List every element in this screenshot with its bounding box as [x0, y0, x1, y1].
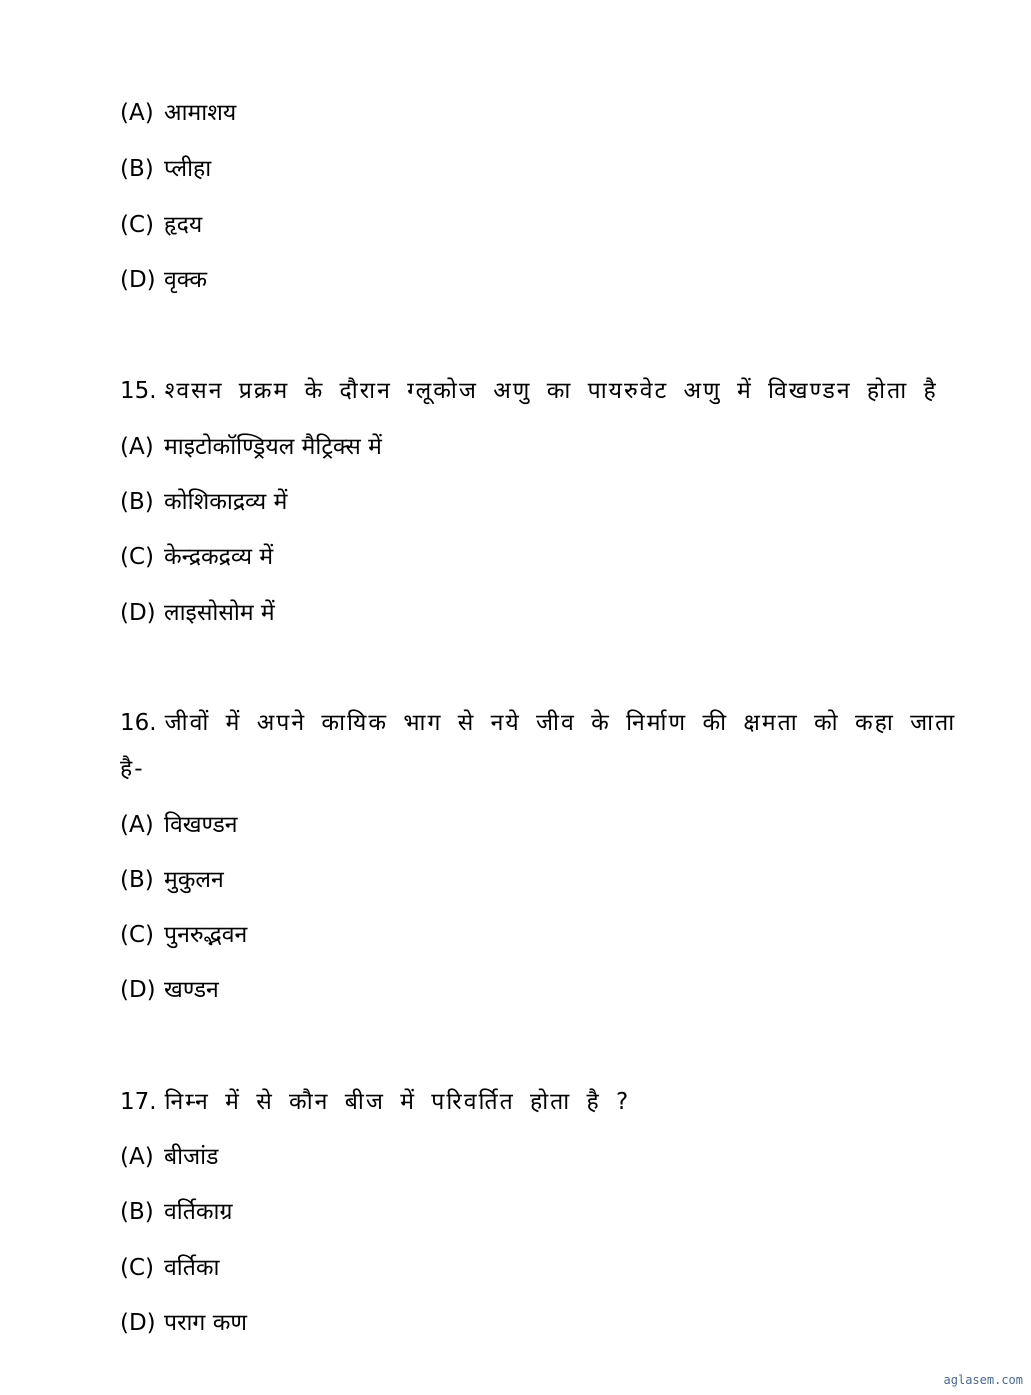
option-c — [120, 1253, 219, 1283]
option-text: मुकुलन — [164, 867, 224, 893]
watermark: aglasem.com — [943, 1373, 1023, 1387]
option-label: (C) — [120, 922, 155, 948]
question-text: है- — [120, 756, 145, 782]
option-text: कोशिकाद्रव्य में — [164, 489, 288, 515]
option-label: (B) — [120, 867, 154, 893]
option-label: (A) — [120, 434, 154, 460]
question-16-continuation — [120, 754, 145, 784]
option-d — [120, 598, 275, 628]
option-label: (B) — [120, 156, 154, 182]
option-label: (B) — [120, 489, 154, 515]
option-text: आमाशय — [164, 100, 237, 126]
option-d — [120, 975, 219, 1005]
option-label: (A) — [120, 812, 154, 838]
option-d — [120, 1308, 247, 1338]
option-label: (D) — [120, 1310, 156, 1336]
option-label: (B) — [120, 1199, 154, 1225]
option-label: (C) — [120, 544, 155, 570]
question-number: 16. — [120, 710, 157, 736]
option-text: लाइसोसोम में — [164, 600, 275, 626]
question-15 — [120, 376, 938, 406]
option-text: वृक्क — [164, 267, 207, 293]
question-text: श्वसन प्रक्रम के दौरान ग्लूकोज अणु का पायरुवेट अणु में विखण्डन होता है — [164, 378, 938, 404]
option-label: (D) — [120, 267, 156, 293]
option-a — [120, 98, 236, 128]
option-d — [120, 265, 207, 295]
option-b — [120, 487, 287, 517]
option-label: (C) — [120, 212, 155, 238]
option-text: वर्तिका — [164, 1255, 220, 1281]
option-label: (A) — [120, 100, 154, 126]
option-text: केन्द्रकद्रव्य में — [164, 544, 274, 570]
option-text: पराग कण — [164, 1310, 247, 1336]
option-c — [120, 920, 247, 950]
option-b — [120, 154, 211, 184]
option-b — [120, 1197, 232, 1227]
option-label: (C) — [120, 1255, 155, 1281]
option-text: वर्तिकाग्र — [164, 1199, 233, 1225]
option-text: प्लीहा — [164, 156, 212, 182]
option-c — [120, 210, 202, 240]
option-text: पुनरुद्भवन — [164, 922, 248, 948]
option-text: विखण्डन — [164, 812, 238, 838]
question-number: 15. — [120, 378, 157, 404]
option-text: हृदय — [164, 212, 203, 238]
option-a — [120, 1142, 218, 1172]
option-a — [120, 810, 238, 840]
question-text: निम्न में से कौन बीज में परिवर्तित होता है ? — [164, 1089, 631, 1115]
option-a — [120, 432, 382, 462]
question-17 — [120, 1087, 630, 1117]
question-number: 17. — [120, 1089, 157, 1115]
option-text: खण्डन — [164, 977, 219, 1003]
option-text: बीजांड — [164, 1144, 219, 1170]
option-label: (D) — [120, 600, 156, 626]
option-c — [120, 542, 273, 572]
option-b — [120, 865, 224, 895]
option-text: माइटोकॉण्ड्रियल मैट्रिक्स में — [164, 434, 382, 460]
question-text: जीवों में अपने कायिक भाग से नये जीव के निर्माण की क्षमता को कहा जाता — [164, 710, 957, 736]
option-label: (D) — [120, 977, 156, 1003]
option-label: (A) — [120, 1144, 154, 1170]
question-16 — [120, 708, 956, 738]
